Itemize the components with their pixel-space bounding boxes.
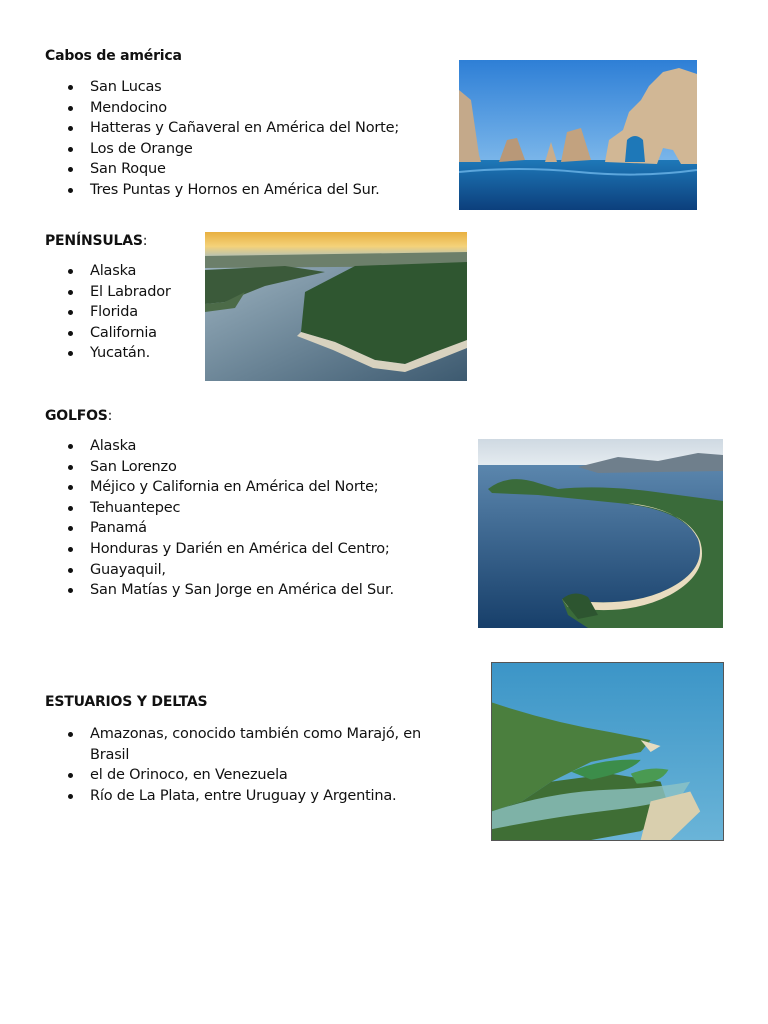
photo-estuary-delta-aerial — [491, 662, 724, 841]
list-item: Amazonas, conocido también como Marajó, en — [46, 724, 476, 745]
list-item: Tres Puntas y Hornos en América del Sur. — [46, 180, 446, 201]
section-title-cabos: Cabos de américa — [45, 48, 182, 64]
list-item: Florida — [46, 302, 206, 323]
list-estuarios — [46, 724, 476, 806]
list-item: el de Orinoco, en Venezuela — [46, 765, 476, 786]
list-item: Honduras y Darién en América del Centro; — [46, 539, 476, 560]
section-title-peninsulas: PENÍNSULAS: — [45, 233, 148, 249]
list-item-continuation: Brasil — [90, 746, 130, 763]
list-item: Tehuantepec — [46, 498, 476, 519]
list-item: Mendocino — [46, 98, 446, 119]
list-item: Hatteras y Cañaveral en América del Norte; — [46, 118, 446, 139]
photo-cabo-san-lucas-arch — [459, 60, 697, 210]
list-item: Panamá — [46, 518, 476, 539]
list-item: San Lorenzo — [46, 457, 476, 478]
list-peninsulas — [46, 261, 206, 364]
section-title-estuarios: ESTUARIOS Y DELTAS — [45, 694, 208, 710]
photo-peninsula-river-sunset — [205, 232, 467, 381]
photo-gulf-bay-aerial — [478, 439, 723, 628]
list-item: El Labrador — [46, 282, 206, 303]
list-item: Yucatán. — [46, 343, 206, 364]
list-item: Méjico y California en América del Norte; — [46, 477, 476, 498]
list-item: Alaska — [46, 261, 206, 282]
list-cabos — [46, 77, 446, 201]
section-title-golfos: GOLFOS: — [45, 408, 113, 424]
list-item: Río de La Plata, entre Uruguay y Argentina. — [46, 786, 476, 807]
list-item: Guayaquil, — [46, 560, 476, 581]
list-item: San Lucas — [46, 77, 446, 98]
list-item: San Matías y San Jorge en América del Sur. — [46, 580, 476, 601]
list-item: Alaska — [46, 436, 476, 457]
list-item: San Roque — [46, 159, 446, 180]
list-item: Los de Orange — [46, 139, 446, 160]
list-golfos — [46, 436, 476, 601]
list-item: California — [46, 323, 206, 344]
